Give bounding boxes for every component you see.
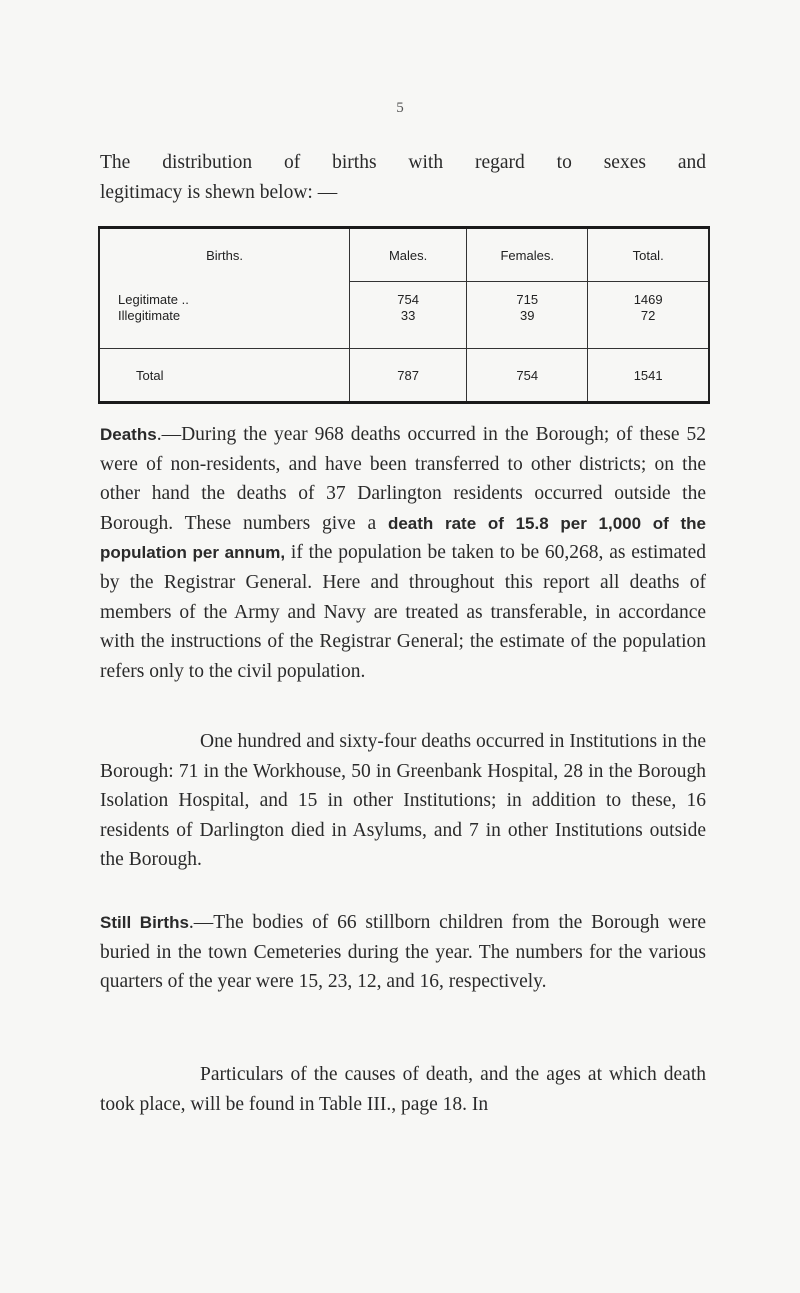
still-births-heading: Still Births [100, 913, 189, 932]
cell-legitimate-females: 715 [516, 292, 539, 307]
table-bottom-rule [98, 401, 710, 404]
table-body-rows [99, 282, 709, 349]
deaths-paragraph [100, 420, 706, 686]
females-values [467, 282, 588, 349]
intro-line-1: The distribution of births with regard to sexes and [100, 152, 706, 173]
row-label-illegitimate: Illegitimate [118, 308, 181, 323]
cell-legitimate-males: 754 [397, 292, 419, 307]
header-females: Females. [467, 229, 588, 282]
table-header-row [99, 229, 709, 282]
total-values [588, 282, 709, 349]
births-table [98, 226, 710, 404]
total-males: 787 [350, 349, 467, 402]
males-values [350, 282, 467, 349]
header-males: Males. [350, 229, 467, 282]
row-labels [99, 282, 350, 349]
cell-illegitimate-total: 72 [640, 308, 656, 323]
particulars-paragraph: Particulars of the causes of death, and the ages at which death took place, will be found in Table III., page 18. In [100, 1064, 706, 1115]
intro-paragraph [100, 148, 706, 208]
table-total-row [99, 349, 709, 402]
cell-illegitimate-males: 33 [400, 308, 416, 323]
intro-line-2: legitimacy is shewn below: — [100, 182, 338, 203]
institutions-paragraph: One hundred and sixty-four deaths occurred in Institutions in the Borough: 71 in the Workhouse, 50 in Greenbank Hospital, 28 in the Borough Isolation Hospital, and 15 in other Institutions; in addition to these, 16 residents of Darlington died in Asylums, and 7 in other Institutions outside the Borough. [100, 731, 706, 871]
header-births: Births. [99, 229, 350, 282]
cell-illegitimate-females: 39 [519, 308, 535, 323]
total-total: 1541 [588, 349, 709, 402]
row-label-legitimate: Legitimate .. [118, 292, 189, 307]
header-total: Total. [588, 229, 709, 282]
cell-legitimate-total: 1469 [633, 292, 663, 307]
deaths-heading: Deaths [100, 425, 157, 444]
still-births-paragraph [100, 908, 706, 997]
total-label: Total [99, 349, 350, 402]
total-females: 754 [467, 349, 588, 402]
deaths-text-b: if the population be taken to be 60,268, as estimated by the Registrar General. Here and throughout this report all deaths of members of the Army and Navy are treated as transferable, in accordance with the instructions of the Registrar General; the estimate of the population refers only to the civil population. [100, 542, 706, 682]
still-births-text: .—The bodies of 66 stillborn children from the Borough were buried in the town Cemeteries during the year. The numbers for the various quarters of the year were 15, 23, 12, and 16, respectively. [100, 912, 706, 993]
page-number: 5 [396, 100, 404, 116]
deaths-text-a: .—During the year 968 deaths occurred in the Borough; of these 52 were of non-residents, and have been transferred to other districts; on the other hand the deaths of 37 Darlington residents occurred outside the Borough. These numbers give a [100, 424, 706, 534]
death-rate-bold: death rate of 15.8 per 1,000 of the population per annum, [100, 513, 707, 563]
